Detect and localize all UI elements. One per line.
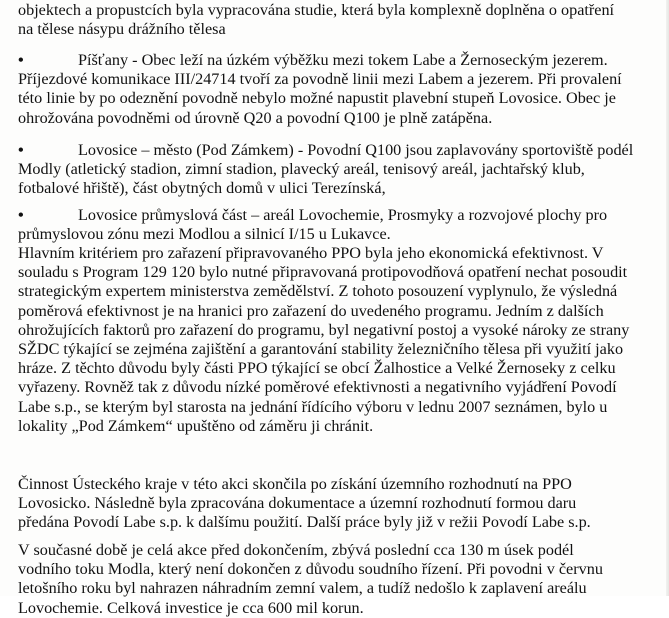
text-line: vyřazeny. Rovněž tak z důvodu nízké poměrové efektivnosti a negativního vyjádření Povodí	[18, 378, 617, 397]
text-line: na tělese násypu drážního tělesa	[18, 20, 226, 39]
bullet-first-line: Píšťany - Obec leží na úzkém výběžku mezi tokem Labe a Žernoseckým jezerem.	[78, 51, 608, 69]
intro-paragraph	[18, 1, 668, 39]
bullet-icon: •	[18, 141, 24, 159]
bullet-item-lovosice-prumyslova	[18, 206, 668, 244]
text-line: fotbalové hřiště), část obytných domů v ulici Terezínská,	[18, 179, 386, 198]
text-line: Lovosicko. Následně byla zpracována dokumentace a územní rozhodnutí formou daru	[18, 494, 577, 513]
text-line: Labe s.p., se kterým byl starosta na jednání řídícího výboru v lednu 2007 seznámen, bylo u	[18, 397, 608, 416]
text-line: V současné době je celá akce před dokončením, zbývá poslední cca 130 m úsek podél	[18, 541, 574, 559]
text-line: průmyslovou zónu mezi Modlou a silnicí I/15 u Lukavce.	[18, 225, 391, 244]
text-line: Hlavním kritériem pro zařazení připravovaného PPO byla jeho ekonomická efektivnost. V	[18, 244, 604, 262]
bullet-item-pistany	[18, 51, 668, 128]
text-line: Činnost Ústeckého kraje v této akci skončila po získání územního rozhodnutí na PPO	[18, 475, 572, 493]
bullet-icon: •	[18, 51, 24, 69]
text-line: lokality „Pod Zámkem“ upuštěno od záměru ji chránit.	[18, 416, 374, 435]
text-line: poměrová efektivnost je na hranici pro zařazení do uvedeného programu. Jedním z dalších	[18, 301, 604, 320]
text-line: objektech a propustcích byla vypracována studie, která byla komplexně doplněna o opatření	[18, 1, 615, 19]
bullet-first-line: Lovosice průmyslová část – areál Lovochemie, Prosmyky a rozvojové plochy pro	[78, 206, 608, 224]
bullet-icon: •	[18, 206, 24, 224]
text-line: Modly (atletický stadion, zimní stadion, plavecký areál, tenisový areál, jachtařský klub,	[18, 160, 585, 179]
text-line: strategickým expertem ministerstva zemědělství. Z tohoto posouzení vyplynulo, že výsledná	[18, 282, 618, 301]
paragraph-soucasny-stav	[18, 541, 668, 618]
paragraph-cinnost-kraje	[18, 475, 668, 533]
text-line: vodního toku Modla, který není dokončen z důvodu soudního řízení. Při povodni v červnu	[18, 560, 603, 579]
paragraph-hlavni-kriterium	[18, 244, 668, 436]
text-line: letošního roku byl nahrazen náhradním zemní valem, a tudíž nedošlo k zaplavení areálu	[18, 579, 587, 598]
text-line: SŽDC týkající se zejména zajištění a garantování stability železničního tělesa při využití jako	[18, 340, 624, 359]
text-line: Lovochemie. Celková investice je cca 600 mil korun.	[18, 598, 364, 617]
text-line: předána Povodí Labe s.p. k dalšímu použití. Další práce byly již v režii Povodí Labe s.p.	[18, 513, 591, 532]
text-line: souladu s Program 129 120 bylo nutné připravovaná protipovodňová opatření nechat posoudit	[18, 263, 628, 282]
bullet-first-line: Lovosice – město (Pod Zámkem) - Povodní Q100 jsou zaplavovány sportoviště podél	[78, 141, 634, 159]
text-line: této linie by po odeznění povodně nebylo možné napustit plavební stupeň Lovosice. Obec je	[18, 89, 616, 108]
text-line: ohrožována povodněmi od úrovně Q20 a povodní Q100 je plně zatápěna.	[18, 108, 493, 127]
text-line: ohrožujících faktorů pro zařazení do programu, byl negativní postoj a vysoké nároky ze strany	[18, 320, 630, 339]
bullet-item-lovosice-mesto	[18, 141, 668, 199]
text-line: Příjezdové komunikace III/24714 tvoří za povodně linii mezi Labem a jezerem. Při provalení	[18, 70, 622, 89]
text-line: hráze. Z těchto důvodu byly části PPO týkající se obcí Žalhostice a Velké Žernoseky z celku	[18, 359, 616, 378]
